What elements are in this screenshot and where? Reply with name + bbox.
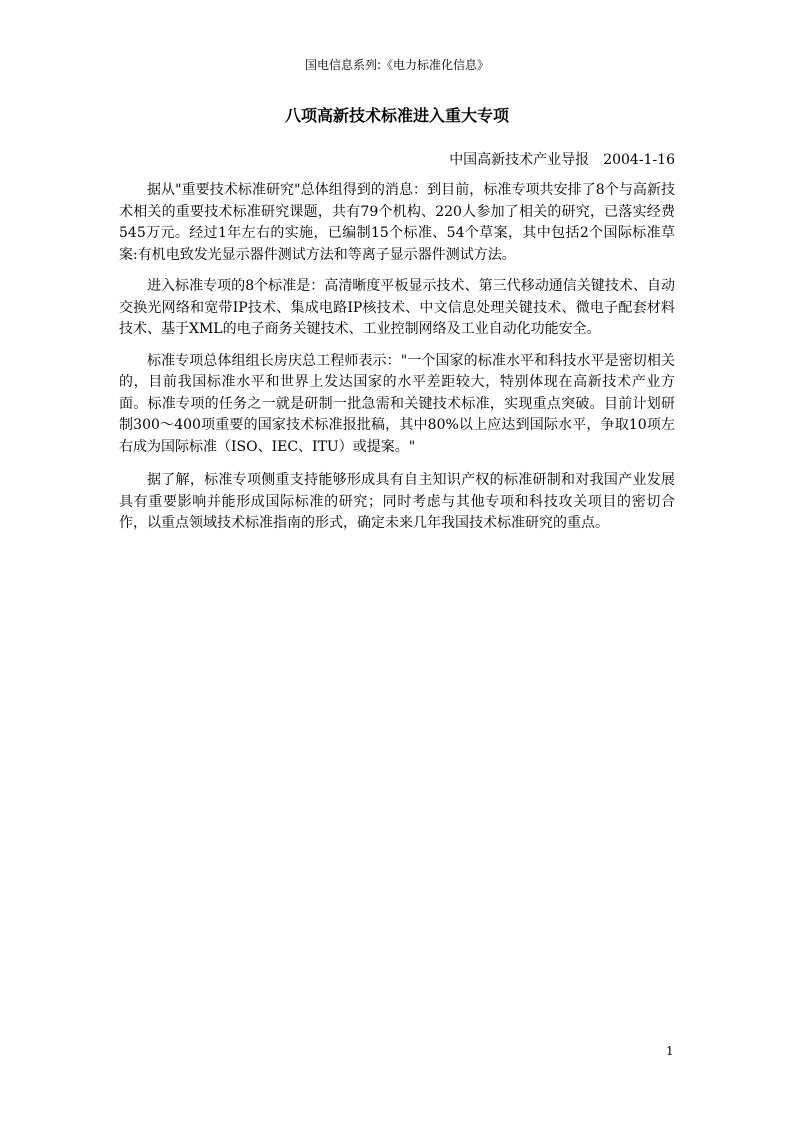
article-byline (449, 150, 675, 170)
article-title: 八项高新技术标准进入重大专项 (284, 106, 509, 125)
article-paragraph: 进入标准专项的8个标准是：高清晰度平板显示技术、第三代移动通信关键技术、自动交换光网络和宽带IP技术、集成电路IP核技术、中文信息处理关键技术、微电子配套材料技术、基于XML的电子商务关键技术、工业控制网络及工业自动化功能安全。 (119, 278, 675, 337)
article-paragraph: 标准专项总体组组长房庆总工程师表示："一个国家的标准水平和科技水平是密切相关的，目前我国标准水平和世界上发达国家的水平差距较大，特别体现在高新技术产业方面。标准专项的任务之一就是研制一批急需和关键技术标准，实现重点突破。目前计划研制300～400项重要的国家技术标准报批稿，其中80%以上应达到国际水平，争取10项左右成为国际标准（ISO、IEC、ITU）或提案。" (119, 352, 675, 455)
article-source: 中国高新技术产业导报 (449, 152, 590, 168)
article-paragraph: 据了解，标准专项侧重支持能够形成具有自主知识产权的标准研制和对我国产业发展具有重要影响并能形成国际标准的研究；同时考虑与其他专项和科技攻关项目的密切合作，以重点领域技术标准指南的形式，确定未来几年我国技术标准研究的重点。 (119, 472, 675, 531)
article-paragraph: 据从"重要技术标准研究"总体组得到的消息：到目前，标准专项共安排了8个与高新技术相关的重要技术标准研究课题，共有79个机构、220人参加了相关的研究，已落实经费545万元。经过1年左右的实施，已编制15个标准、54个草案，其中包括2个国际标准草案:有机电致发光显示器件测试方法和等离子显示器件测试方法。 (119, 182, 675, 263)
page-number: 1 (666, 1044, 674, 1058)
page-header-series: 国电信息系列:《电力标准化信息》 (304, 58, 490, 72)
article-date: 2004-1-16 (603, 152, 675, 168)
article-body (119, 180, 675, 545)
